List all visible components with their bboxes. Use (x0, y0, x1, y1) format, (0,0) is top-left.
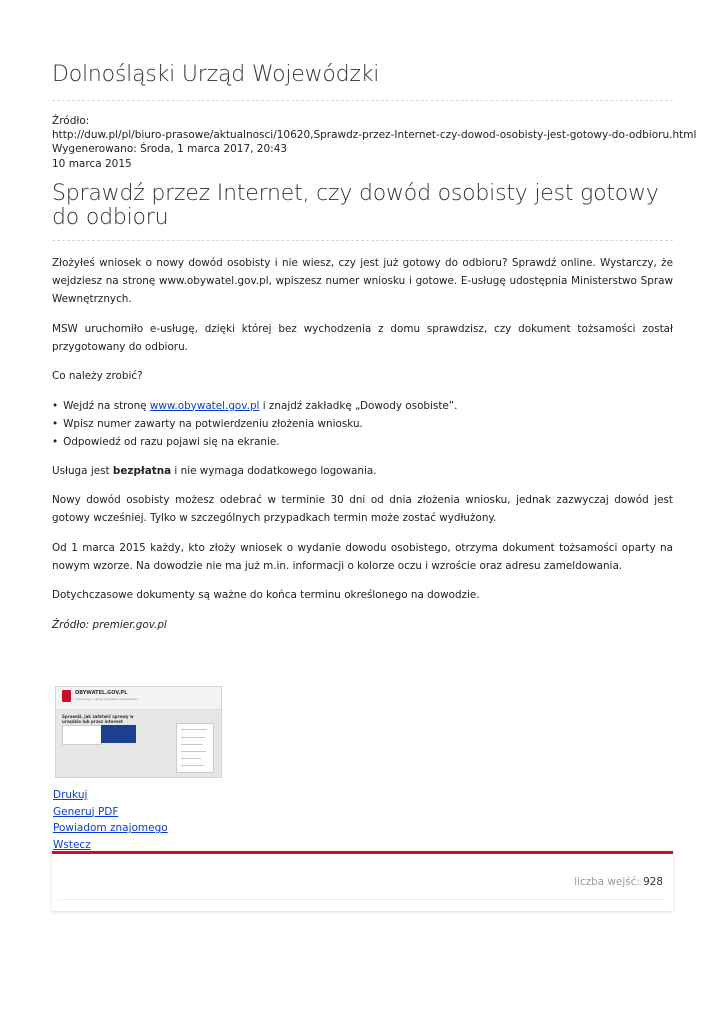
source-label: Źródło: (52, 115, 90, 127)
paragraph: Nowy dowód osobisty możesz odebrać w terminie 30 dni od dnia złożenia wniosku, jednak zazwyczaj dowód jest gotowy wcześniej. Tylko w szczególnych przypadkach termin może zostać wydłużony. (52, 494, 673, 524)
emblem-icon (62, 690, 71, 702)
thumbnail-box (62, 725, 102, 745)
notify-friend-link[interactable]: Powiadom znajomego (53, 822, 168, 835)
paragraph: MSW uruchomiło e-usługę, dzięki której bez wychodzenia z domu sprawdzisz, czy dokument tożsamości został przygotowany do odbioru. (52, 322, 673, 353)
thumbnail-brand-sub: Informacje i usługi przyjazne obywatelom (75, 697, 138, 701)
paragraph: Złożyłeś wniosek o nowy dowód osobisty i nie wiesz, czy jest już gotowy do odbioru? Sprawdź online. Wystarczy, że wejdziesz na stronę www.obywatel.gov.pl, wpiszesz numer wniosku i gotowe. E-usługę udostępnia Ministerstwo Spraw Wewnętrznych. (52, 257, 673, 305)
generate-pdf-link[interactable]: Generuj PDF (53, 805, 119, 818)
back-link[interactable]: Wstecz (53, 838, 91, 851)
paragraph: Dotychczasowe dokumenty są ważne do końca terminu określonego na dowodzie. (52, 589, 480, 601)
bold-text: bezpłatna (112, 464, 172, 477)
paragraph: Od 1 marca 2015 każdy, kto złoży wniosek o wydanie dowodu osobistego, otrzyma dokument tożsamości oparty na nowym wzorze. Na dowodzie nie ma już m.in. informacji o kolorze oczu i wzroście oraz adresu zameldowania. (52, 541, 673, 572)
steps-list (52, 397, 673, 451)
thumbnail-caption: Sprawdź, jak załatwić sprawy w urzędzie lub przez internet (62, 714, 134, 724)
print-link[interactable]: Drukuj (53, 789, 88, 801)
publish-date: 10 marca 2015 (52, 157, 132, 170)
thumbnail-panel (176, 723, 214, 773)
paragraph: Usługa jest bezpłatna i nie wymaga dodatkowego logowania. (52, 464, 377, 477)
obywatel-link[interactable]: www.obywatel.gov.pl (149, 399, 260, 412)
article-body (52, 254, 673, 645)
generated-timestamp: Wygenerowano: Środa, 1 marca 2017, 20:43 (52, 143, 288, 156)
list-item: • Wejdź na stronę www.obywatel.gov.pl i znajdź zakładkę „Dowody osobiste”. (52, 397, 673, 415)
visit-counter-value: 928 (643, 876, 663, 888)
thumbnail-box (101, 725, 136, 743)
site-title: Dolnośląski Urząd Wojewódzki (52, 62, 380, 87)
paragraph: Co należy zrobić? (52, 370, 143, 382)
divider (52, 100, 673, 101)
visit-counter-label: liczba wejść: (574, 876, 640, 888)
footer-box (52, 851, 673, 911)
list-item: • Wpisz numer zawarty na potwierdzeniu złożenia wniosku. (52, 415, 673, 433)
article-thumbnail[interactable] (55, 686, 222, 778)
document-meta (52, 114, 696, 171)
thumbnail-brand: OBYWATEL.GOV.PL (75, 690, 128, 696)
article-source: Źródło: premier.gov.pl (52, 618, 167, 631)
action-links (53, 787, 168, 853)
divider (60, 899, 665, 900)
divider (52, 240, 673, 241)
visit-counter (574, 876, 663, 888)
list-item: • Odpowiedź od razu pojawi się na ekranie. (52, 433, 673, 451)
article-title: Sprawdź przez Internet, czy dowód osobisty jest gotowy do odbioru (52, 181, 659, 230)
source-url: http://duw.pl/pl/biuro-prasowe/aktualnosci/10620,Sprawdz-przez-Internet-czy-dowod-osobisty-jest-gotowy-do-odbioru.html (52, 129, 697, 142)
